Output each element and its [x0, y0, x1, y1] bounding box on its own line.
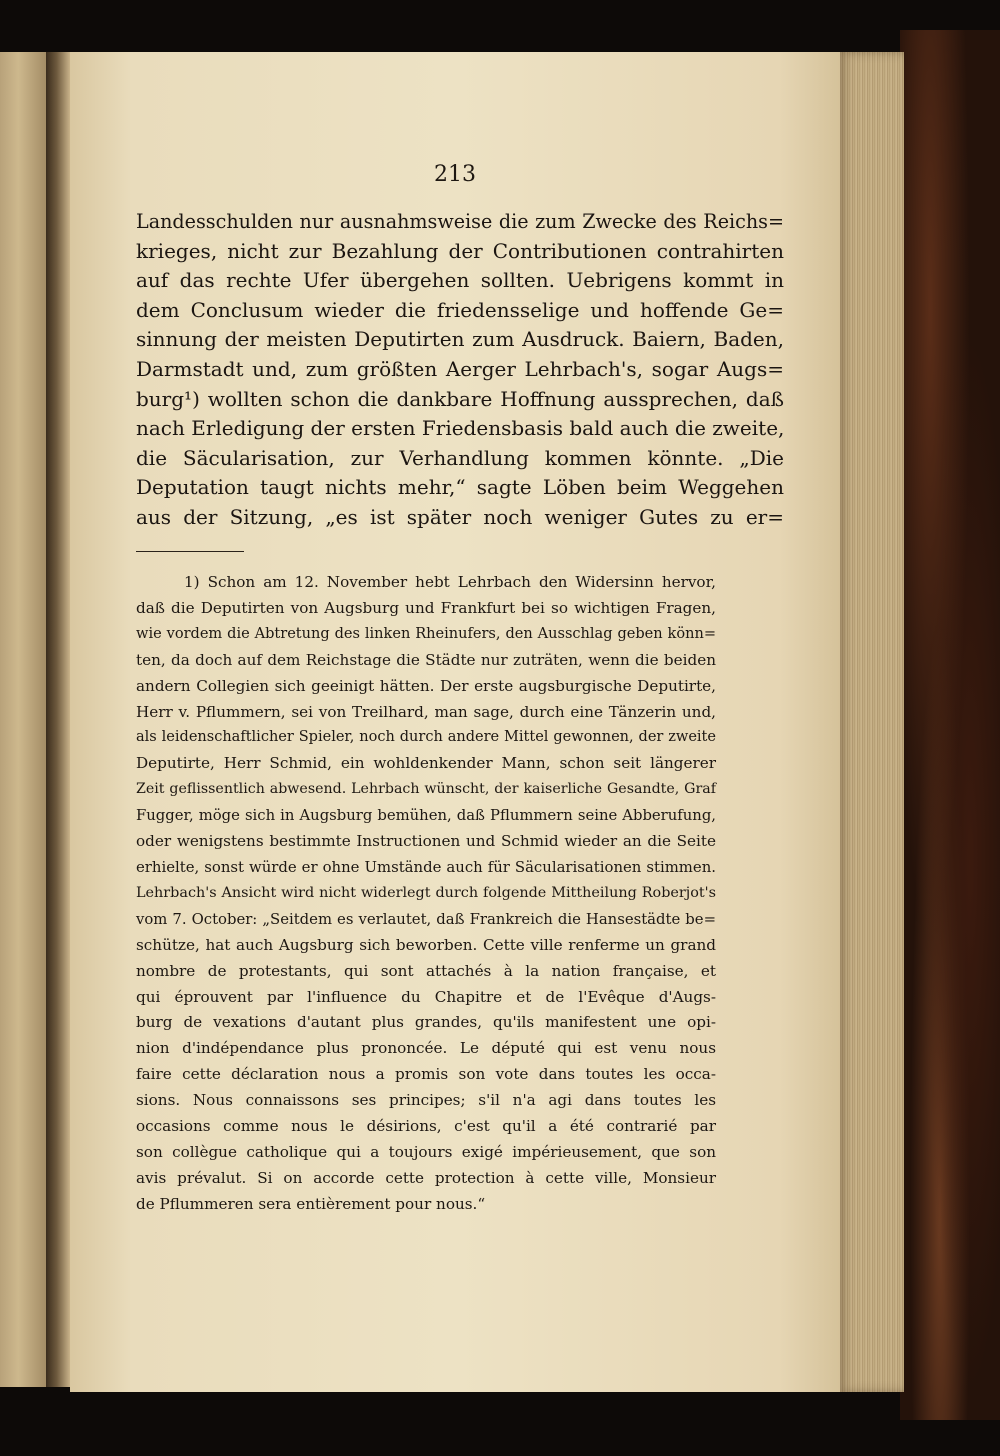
footnote-line: nombre de protestants, qui sont attachés à la nation française, et [136, 961, 716, 980]
text-line: aus der Sitzung, „es ist später noch weniger Gutes zu er= [136, 504, 784, 529]
text-line: auf das rechte Ufer übergehen sollten. Uebrigens kommt in [136, 268, 784, 293]
footnote-line: wie vordem die Abtretung des linken Rheinufers, den Ausschlag geben könn= [136, 625, 716, 642]
text-line: sinnung der meisten Deputirten zum Ausdruck. Baiern, Baden, [136, 327, 784, 352]
footnote-line: erhielte, sonst würde er ohne Umstände auch für Säcularisationen stimmen. [136, 857, 716, 876]
text-line: Darmstadt und, zum größten Aerger Lehrbach's, sogar Augs= [136, 356, 784, 381]
text-line: Landesschulden nur ausnahmsweise die zum Zwecke des Reichs= [136, 210, 784, 233]
footnote-line: son collègue catholique qui a toujours exigé impérieusement, que son [136, 1142, 716, 1161]
main-text [136, 207, 784, 533]
text-line: die Säcularisation, zur Verhandlung kommen könnte. „Die [136, 445, 784, 470]
footnote-separator [136, 551, 244, 552]
footnote-line: Fugger, möge sich in Augsburg bemühen, daß Pflummern seine Abberufung, [136, 807, 716, 825]
footnote-line: Lehrbach's Ansicht wird nicht widerlegt durch folgende Mittheilung Roberjot's [136, 884, 716, 901]
book-gutter [46, 52, 70, 1387]
footnote-line: als leidenschaftlicher Spieler, noch durch andere Mittel gewonnen, der zweite [136, 729, 716, 746]
footnote-line: avis prévalut. Si on accorde cette protection à cette ville, Monsieur [136, 1168, 716, 1187]
footnote-line: Zeit geflissentlich abwesend. Lehrbach wünscht, der kaiserliche Gesandte, Graf [136, 781, 716, 798]
footnote-line: occasions comme nous le désirions, c'est qu'il a été contrarié par [136, 1117, 716, 1136]
text-line: burg¹) wollten schon die dankbare Hoffnung aussprechen, daß [136, 386, 784, 411]
footnote-line: Herr v. Pflummern, sei von Treilhard, man sage, durch eine Tänzerin und, [136, 702, 716, 721]
footnote-line: de Pflummeren sera entièrement pour nous.“ [136, 1194, 486, 1213]
footnote-line: 1) Schon am 12. November hebt Lehrbach den Widersinn hervor, [184, 573, 716, 591]
text-line: dem Conclusum wieder die friedensselige und hoffende Ge= [136, 297, 784, 322]
footnote-line: burg de vexations d'autant plus grandes, qu'ils manifestent une opi- [136, 1013, 716, 1032]
footnote-line: andern Collegien sich geeinigt hätten. Der erste augsburgische Deputirte, [136, 676, 716, 695]
footnote-line: faire cette déclaration nous a promis son vote dans toutes les occa- [136, 1065, 716, 1084]
footnote-line: Deputirte, Herr Schmid, ein wohldenkender Mann, schon seit längerer [136, 754, 716, 773]
footnote-line: nion d'indépendance plus prononcée. Le député qui est venu nous [136, 1039, 716, 1058]
footnote-line: schütze, hat auch Augsburg sich beworben. Cette ville renferme un grand [136, 935, 716, 954]
footnote-line: ten, da doch auf dem Reichstage die Städte nur zuträten, wenn die beiden [136, 650, 716, 669]
book-page [70, 52, 840, 1392]
facing-page-edge [0, 52, 46, 1387]
footnote-line: daß die Deputirten von Augsburg und Frankfurt bei so wichtigen Fragen, [136, 598, 716, 617]
text-line: nach Erledigung der ersten Friedensbasis bald auch die zweite, [136, 416, 785, 441]
footnote-line: qui éprouvent par l'influence du Chapitre et de l'Evêque d'Augs- [136, 987, 716, 1006]
book-cover-edge [900, 30, 1000, 1420]
page-number: 213 [434, 162, 476, 187]
text-line: Deputation taugt nichts mehr,“ sagte Löben beim Weggehen [136, 475, 784, 500]
footnote-line: vom 7. October: „Seitdem es verlautet, daß Frankreich die Hansestädte be= [136, 910, 716, 928]
text-line: krieges, nicht zur Bezahlung der Contributionen contrahirten [136, 238, 784, 263]
footnote [136, 570, 716, 1218]
page-block-edges [838, 52, 904, 1392]
footnote-line: sions. Nous connaissons ses principes; s'il n'a agi dans toutes les [136, 1091, 716, 1110]
footnote-line: oder wenigstens bestimmte Instructionen und Schmid wieder an die Seite [136, 832, 716, 851]
